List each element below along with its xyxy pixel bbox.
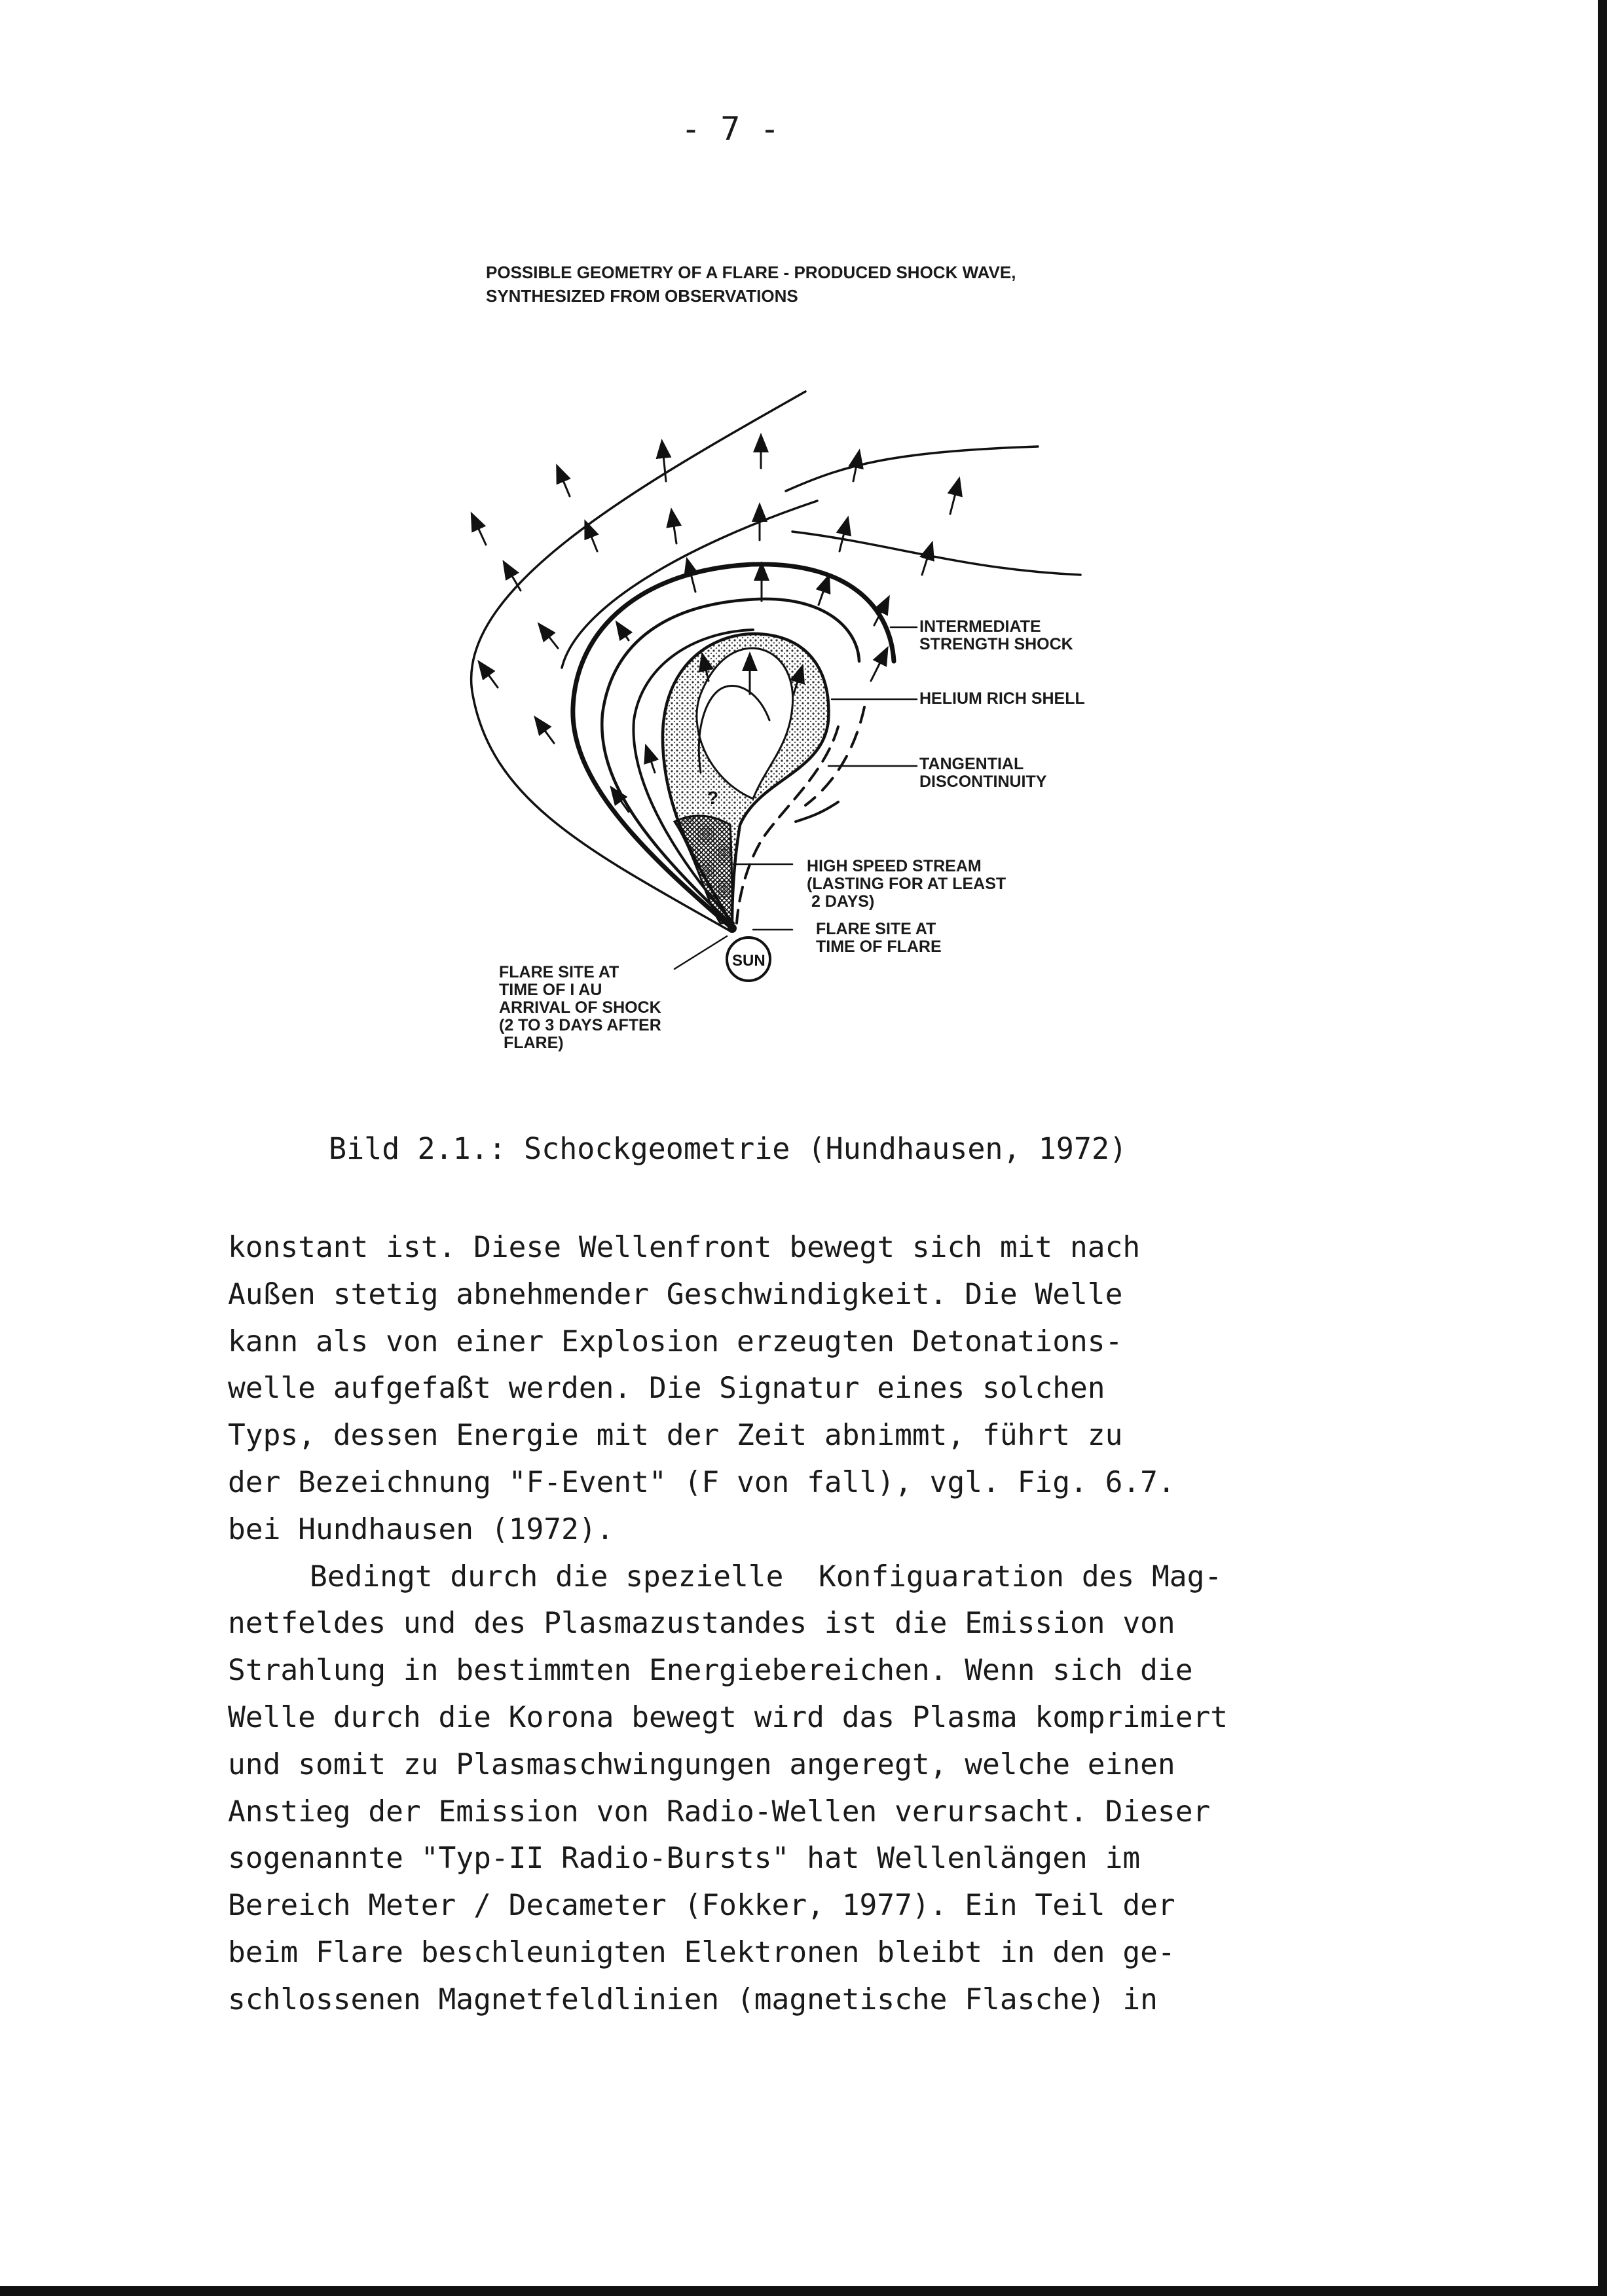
text-line: kann als von einer Explosion erzeugten Detonations-	[228, 1324, 1123, 1358]
label-line: (LASTING FOR AT LEAST	[807, 875, 1006, 893]
page-frame-right	[1598, 0, 1607, 2296]
paragraph	[228, 1224, 1570, 1554]
question-mark: ?	[707, 788, 719, 808]
sun-label: SUN	[732, 952, 766, 970]
label-line: FLARE SITE AT	[816, 920, 936, 938]
arrow	[853, 458, 858, 481]
text-line: Strahlung in bestimmten Energiebereichen. Wenn sich die	[228, 1654, 1193, 1688]
label-line: 2 DAYS)	[807, 892, 875, 911]
text-line: Außen stetig abnehmender Geschwindigkeit. Die Welle	[228, 1277, 1123, 1311]
text-line: sogenannte "Typ-II Radio-Bursts" hat Wellenlängen im	[228, 1842, 1141, 1876]
text-line: Welle durch die Korona bewegt wird das Plasma komprimiert	[228, 1700, 1228, 1734]
page-frame-bottom	[0, 2286, 1607, 2296]
arrow	[673, 517, 676, 543]
arrow	[663, 448, 666, 481]
text-line: Anstieg der Emission von Radio-Wellen verursacht. Dieser	[228, 1795, 1211, 1829]
label-line: ARRIVAL OF SHOCK	[499, 998, 661, 1017]
arrow	[540, 723, 554, 743]
upper-front-right	[786, 446, 1038, 491]
arrow	[560, 473, 570, 496]
arrow	[648, 753, 655, 773]
text-line: schlossenen Magnetfeldlinien (magnetische Flasche) in	[228, 1982, 1158, 2016]
text-line: konstant ist. Diese Wellenfront bewegt sich mit nach	[228, 1231, 1141, 1264]
mid-front-right	[792, 532, 1080, 575]
text-line: netfeldes und des Plasmazustandes ist die Emission von	[228, 1607, 1175, 1641]
dashed-arc-bottom	[796, 802, 838, 822]
arrow	[819, 583, 826, 605]
label-tangential-discontinuity	[919, 756, 1046, 791]
label-line: FLARE)	[499, 1034, 564, 1052]
label-high-speed-stream	[807, 858, 1006, 911]
arrow	[588, 528, 597, 551]
body-text	[228, 1224, 1570, 2024]
arrow	[544, 630, 558, 648]
text-line: und somit zu Plasmaschwingungen angeregt, welche einen	[228, 1747, 1175, 1781]
label-line: DISCONTINUITY	[919, 773, 1047, 791]
text-line: bei Hundhausen (1972).	[228, 1512, 614, 1546]
label-line: HELIUM RICH SHELL	[919, 689, 1085, 708]
label-line: INTERMEDIATE	[919, 617, 1041, 636]
label-line: TANGENTIAL	[919, 755, 1024, 773]
paragraph	[228, 1554, 1570, 2024]
label-intermediate-shock	[919, 618, 1073, 653]
figure-title	[486, 261, 1206, 308]
label-flare-site-time-of-flare	[816, 920, 942, 956]
label-line: (2 TO 3 DAYS AFTER	[499, 1016, 661, 1034]
figure-caption: Bild 2.1.: Schockgeometrie (Hundhausen, 1972)	[329, 1131, 1128, 1166]
high-speed-stream	[674, 816, 732, 923]
arrow	[475, 520, 486, 545]
text-line: der Bezeichnung "F-Event" (F von fall), vgl. Fig. 6.7.	[228, 1465, 1175, 1499]
arrow	[871, 655, 884, 681]
text-line: welle aufgefaßt werden. Die Signatur eines solchen	[228, 1372, 1105, 1406]
label-line: STRENGTH SHOCK	[919, 635, 1073, 653]
label-line: FLARE SITE AT	[499, 963, 619, 981]
text-line: Typs, dessen Energie mit der Zeit abnimmt, führt zu	[228, 1419, 1123, 1453]
arrow	[950, 486, 957, 514]
arrow	[507, 568, 521, 591]
arrow	[689, 566, 695, 592]
text-line: beim Flare beschleunigten Elektronen bleibt in den ge-	[228, 1935, 1175, 1969]
label-line: HIGH SPEED STREAM	[807, 857, 982, 875]
arrow	[621, 629, 629, 640]
label-helium-shell	[919, 690, 1085, 708]
text-line: Bedingt durch die spezielle Konfiguaration des Mag-	[310, 1559, 1223, 1594]
label-line: TIME OF FLARE	[816, 938, 942, 956]
label-line: TIME OF I AU	[499, 981, 602, 999]
figure-title-line: SYNTHESIZED FROM OBSERVATIONS	[486, 286, 798, 306]
arrow	[483, 668, 498, 687]
flare-site-dot	[728, 924, 737, 933]
figure-title-line: POSSIBLE GEOMETRY OF A FLARE - PRODUCED SHOCK WAVE,	[486, 263, 1016, 282]
label-flare-site-arrival	[499, 964, 661, 1052]
page-number: - 7 -	[681, 110, 780, 148]
leader-flare-arrival	[674, 936, 727, 969]
text-line: Bereich Meter / Decameter (Fokker, 1977). Ein Teil der	[228, 1889, 1175, 1923]
